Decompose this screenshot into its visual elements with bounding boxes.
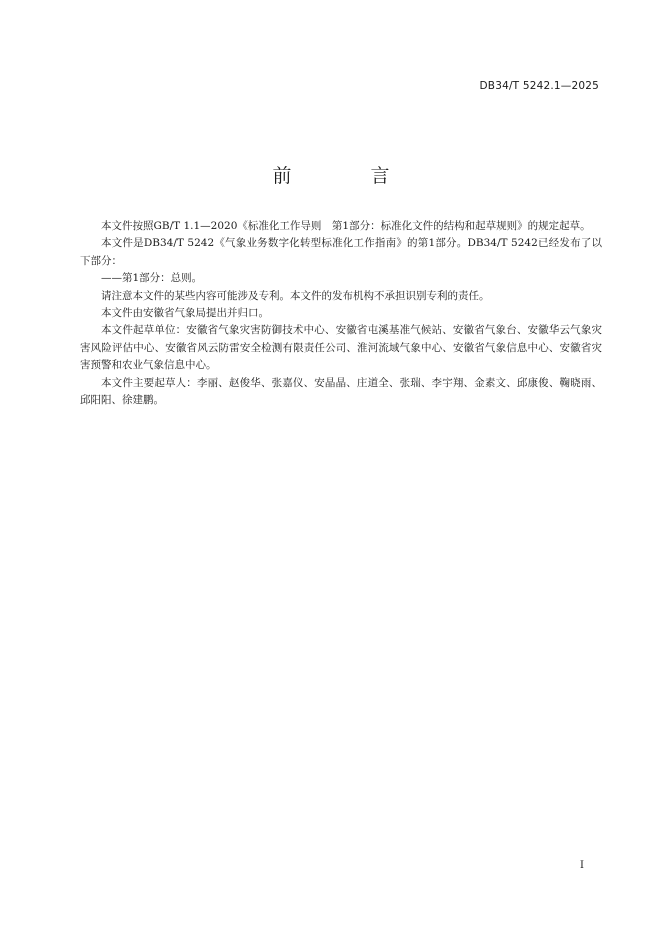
paragraph-patent-notice: 请注意本文件的某些内容可能涉及专利。本文件的发布机构不承担识别专利的责任。 [101, 289, 490, 302]
paragraph-series-part: 本文件是DB34/T 5242《气象业务数字化转型标准化工作指南》的第1部分。DB34/T 5242已经发布了以下部分： [80, 237, 602, 267]
paragraph-part-list: ——第1部分：总则。 [101, 272, 203, 285]
paragraph-drafting-units: 本文件起草单位：安徽省气象灾害防御技术中心、安徽省屯溪基准气候站、安徽省气象台、安徽华云气象灾害风险评估中心、安徽省风云防雷安全检测有限责任公司、淮河流域气象中心、安徽省气象信息中心、安徽省灾害预警和农业气象信息中心。 [80, 324, 602, 372]
standard-code: DB34/T 5242.1—2025 [479, 80, 599, 92]
page-number: I [580, 860, 584, 871]
paragraph-drafting-rules: 本文件按照GB/T 1.1—2020《标准化工作导则 第1部分：标准化文件的结构和起草规则》的规定起草。 [101, 220, 591, 232]
page-title: 前 言 [272, 165, 420, 187]
paragraph-drafters: 本文件主要起草人：李丽、赵俊华、张嘉仪、安晶晶、庄道全、张瑞、李宇翔、金素文、邱康俊、鞠晓雨、邱阳阳、徐建鹏。 [80, 376, 602, 407]
foreword-body [80, 218, 602, 409]
paragraph-proposer: 本文件由安徽省气象局提出并归口。 [101, 307, 269, 320]
